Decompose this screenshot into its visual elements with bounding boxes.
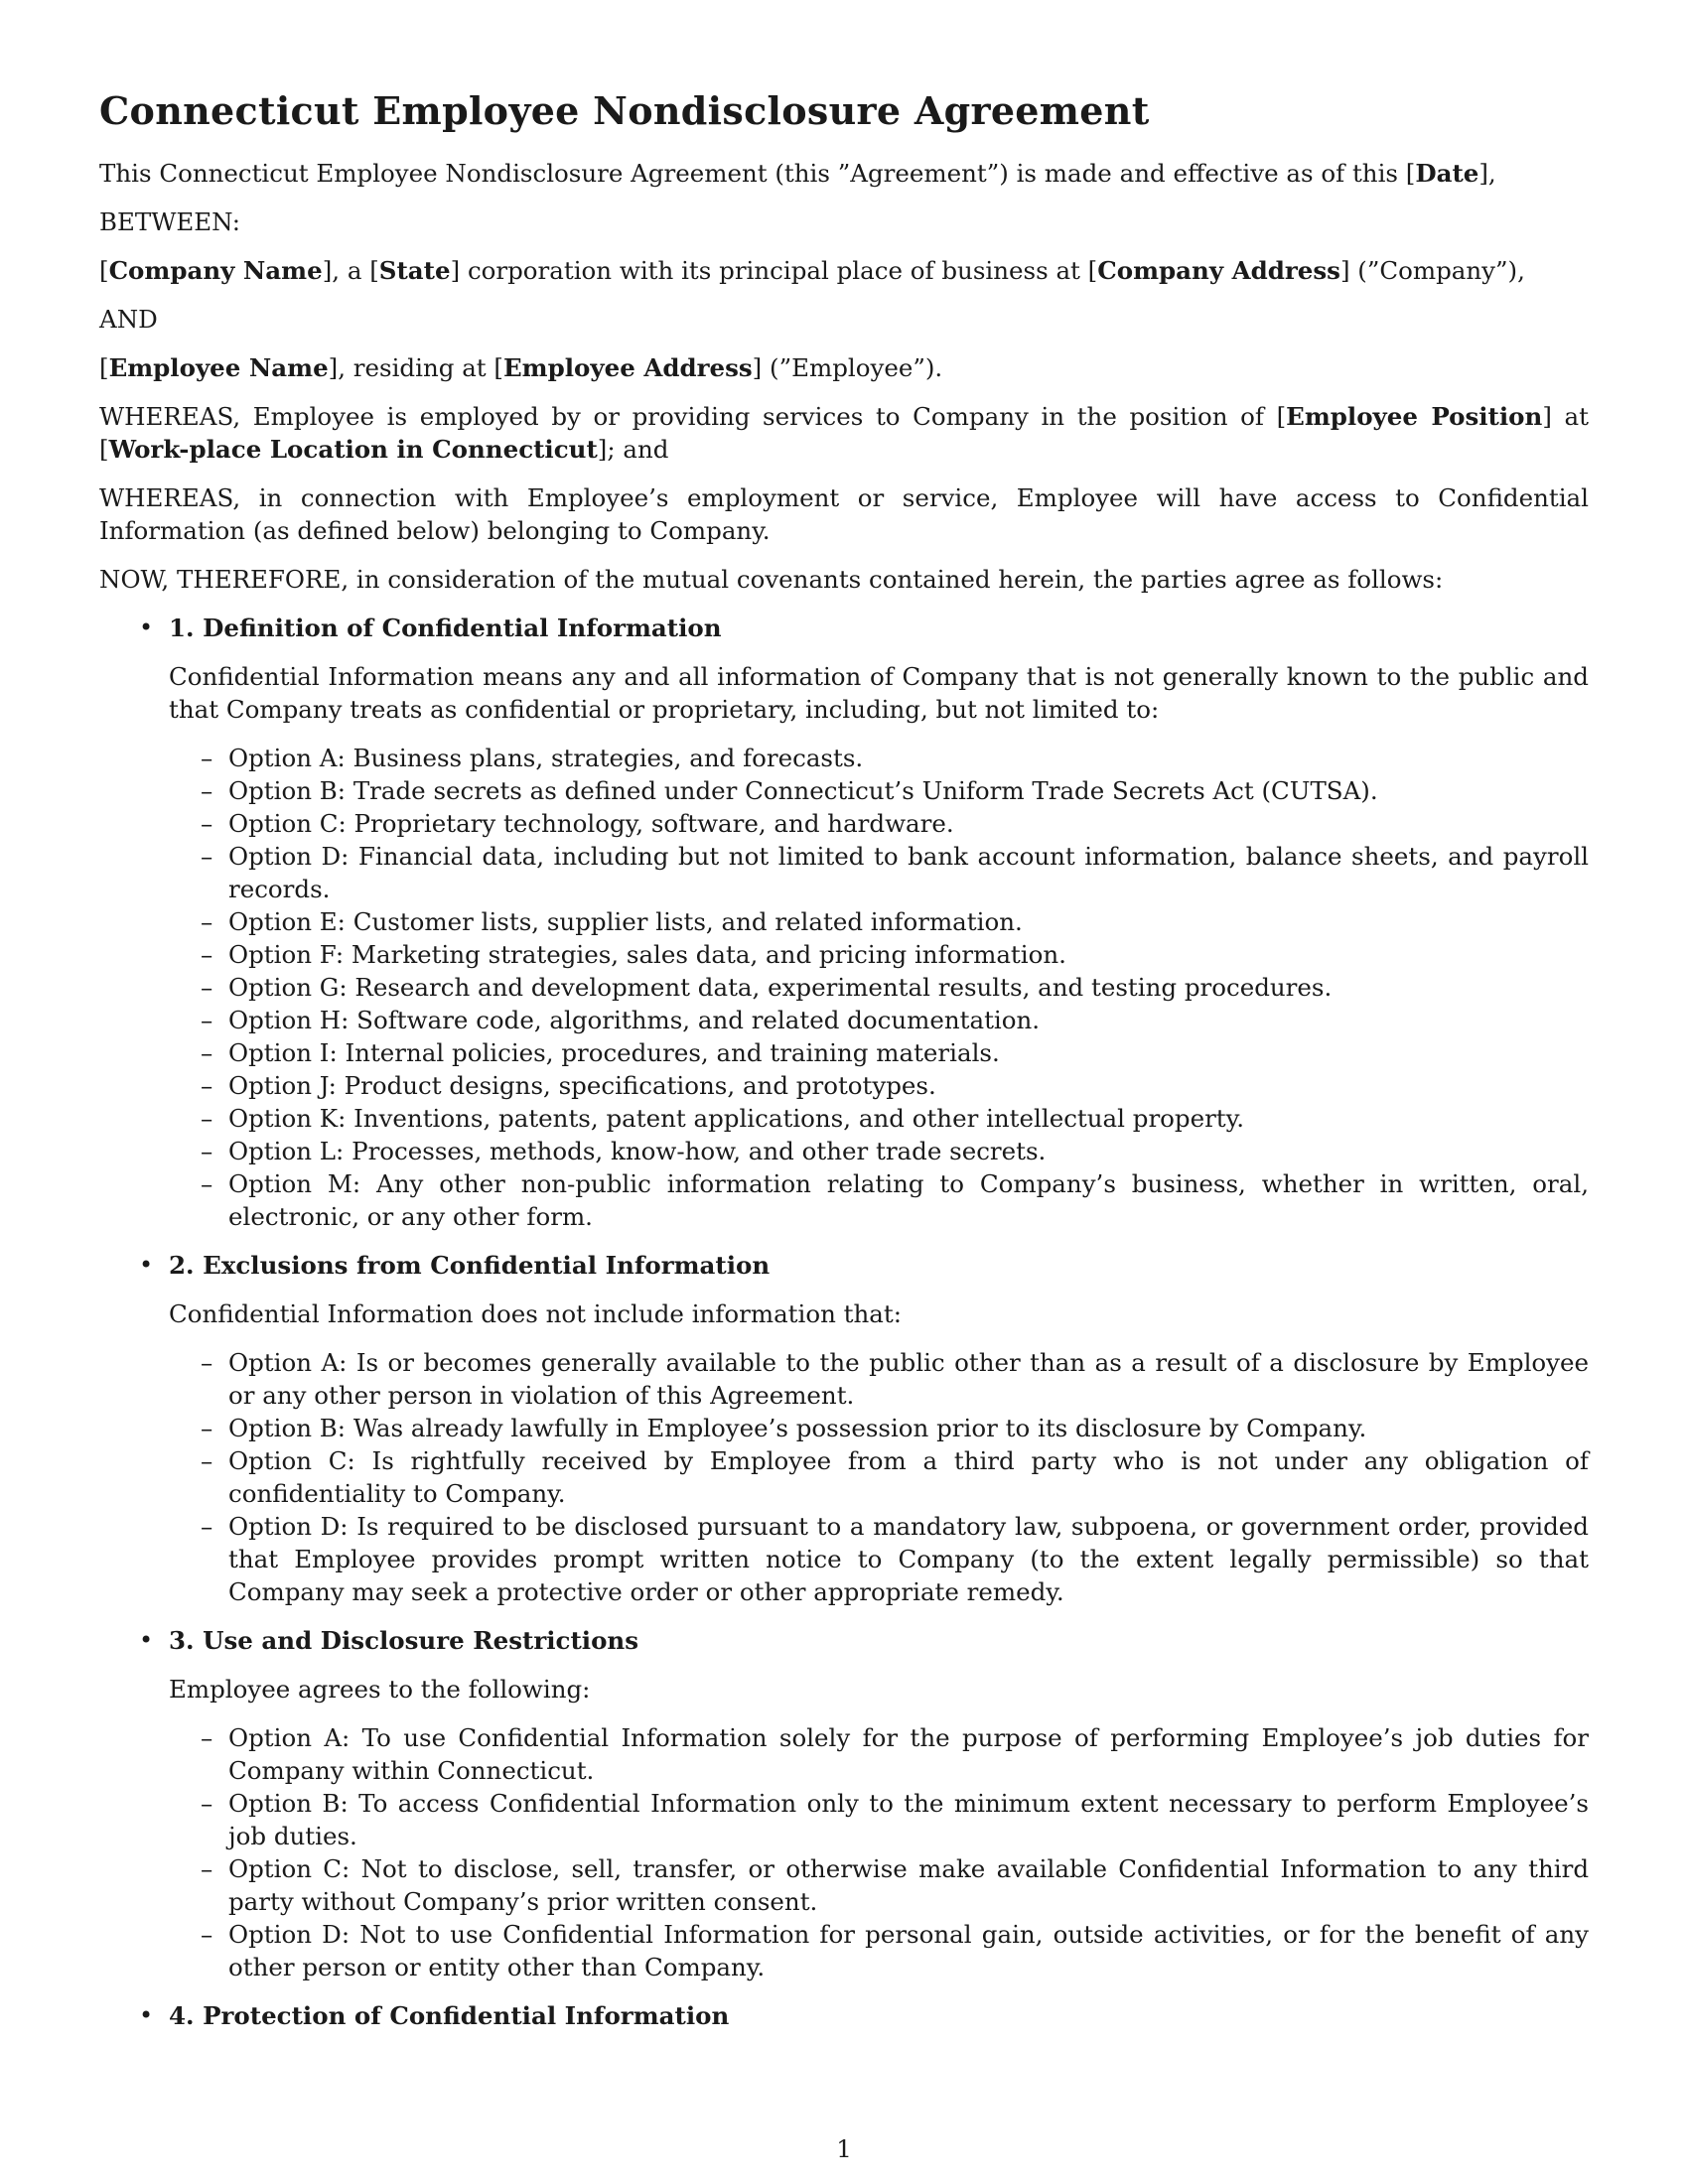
bracket: [ — [99, 353, 109, 382]
section-heading: • 4. Protection of Confidential Information — [169, 2001, 730, 2030]
option-item: – Option D: Financial data, including but not limited to bank account information, balance sheets, and payroll records. — [169, 840, 1589, 905]
option-item: – Option H: Software code, algorithms, and related documentation. — [169, 1004, 1589, 1036]
section-item — [99, 1249, 1589, 1608]
company-party-text: ] (”Company”), — [1339, 256, 1525, 285]
workplace-location-placeholder: Work-place Location in Connecticut — [108, 435, 598, 464]
intro-paragraph — [99, 157, 1589, 190]
option-item: – Option M: Any other non-public information relating to Company’s business, whether in written, oral, electronic, or any other form. — [169, 1167, 1589, 1233]
date-placeholder: Date — [1415, 159, 1479, 188]
option-item: – Option C: Proprietary technology, software, and hardware. — [169, 807, 1589, 840]
now-therefore-paragraph: NOW, THEREFORE, in consideration of the mutual covenants contained herein, the parties agree as follows: — [99, 565, 1444, 594]
intro-text-end: ], — [1478, 159, 1496, 188]
whereas-text: ]; and — [597, 435, 669, 464]
option-item: – Option F: Marketing strategies, sales data, and pricing information. — [169, 938, 1589, 971]
employee-position-placeholder: Employee Position — [1286, 402, 1543, 431]
sections-list — [99, 612, 1589, 2032]
between-label: BETWEEN: — [99, 207, 240, 236]
option-item: – Option L: Processes, methods, know-how, and other trade secrets. — [169, 1135, 1589, 1167]
option-item: – Option D: Is required to be disclosed pursuant to a mandatory law, subpoena, or government order, provided that Employee provides prompt written notice to Company (to the extent legally permissible) so that Company may seek a protective order or other appropriate remedy. — [169, 1510, 1589, 1608]
employee-party-paragraph — [99, 351, 1589, 384]
section-item — [99, 612, 1589, 1233]
state-placeholder: State — [378, 256, 451, 285]
employee-party-text: ] (”Employee”). — [752, 353, 943, 382]
option-item: – Option K: Inventions, patents, patent applications, and other intellectual property. — [169, 1102, 1589, 1135]
option-list — [169, 1346, 1589, 1608]
option-item: – Option G: Research and development data, experimental results, and testing procedures. — [169, 971, 1589, 1004]
whereas-text: ] at [ — [99, 402, 1589, 464]
option-item: – Option C: Not to disclose, sell, transfer, or otherwise make available Confidential Information to any third party without Company’s prior written consent. — [169, 1852, 1589, 1918]
option-list — [169, 742, 1589, 1233]
option-item: – Option A: Business plans, strategies, and forecasts. — [169, 742, 1589, 774]
and-label: AND — [99, 305, 158, 334]
employee-address-placeholder: Employee Address — [503, 353, 753, 382]
option-item: – Option B: To access Confidential Information only to the minimum extent necessary to perform Employee’s job duties. — [169, 1787, 1589, 1852]
section-intro: Employee agrees to the following: — [169, 1675, 591, 1704]
company-party-text: ], a [ — [322, 256, 379, 285]
section-intro: Confidential Information does not include information that: — [169, 1299, 903, 1328]
bracket: [ — [99, 256, 109, 285]
section-heading: • 1. Definition of Confidential Information — [169, 614, 722, 642]
section-item — [99, 1999, 1589, 2032]
whereas-paragraph-2: WHEREAS, in connection with Employee’s employment or service, Employee will have access to Confidential Information (as defined below) belonging to Company. — [99, 483, 1589, 545]
option-item: – Option D: Not to use Confidential Information for personal gain, outside activities, or for the benefit of any other person or entity other than Company. — [169, 1918, 1589, 1983]
document-page — [99, 79, 1589, 2048]
section-heading: • 3. Use and Disclosure Restrictions — [169, 1626, 639, 1655]
company-name-placeholder: Company Name — [108, 256, 323, 285]
section-item — [99, 1624, 1589, 1983]
option-item: – Option C: Is rightfully received by Employee from a third party who is not under any obligation of confidentiality to Company. — [169, 1444, 1589, 1510]
section-heading: • 2. Exclusions from Confidential Information — [169, 1251, 771, 1280]
option-item: – Option J: Product designs, specifications, and prototypes. — [169, 1069, 1589, 1102]
intro-text: This Connecticut Employee Nondisclosure Agreement (this ”Agreement”) is made and effective as of this [ — [99, 159, 1416, 188]
option-item: – Option A: To use Confidential Information solely for the purpose of performing Employee’s job duties for Company within Connecticut. — [169, 1721, 1589, 1787]
option-item: – Option B: Trade secrets as defined under Connecticut’s Uniform Trade Secrets Act (CUTSA). — [169, 774, 1589, 807]
section-intro: Confidential Information means any and all information of Company that is not generally known to the public and that Company treats as confidential or proprietary, including, but not limited to: — [169, 662, 1589, 724]
option-item: – Option A: Is or becomes generally available to the public other than as a result of a disclosure by Employee or any other person in violation of this Agreement. — [169, 1346, 1589, 1412]
option-item: – Option E: Customer lists, supplier lists, and related information. — [169, 905, 1589, 938]
document-title: Connecticut Employee Nondisclosure Agreement — [99, 88, 1150, 133]
page-number: 1 — [836, 2134, 852, 2163]
option-item: – Option B: Was already lawfully in Employee’s possession prior to its disclosure by Company. — [169, 1412, 1589, 1444]
company-party-paragraph — [99, 254, 1589, 287]
employee-name-placeholder: Employee Name — [108, 353, 329, 382]
company-address-placeholder: Company Address — [1097, 256, 1340, 285]
employee-party-text: ], residing at [ — [328, 353, 503, 382]
option-list — [169, 1721, 1589, 1983]
whereas-text: WHEREAS, Employee is employed by or providing services to Company in the position of [ — [99, 402, 1287, 431]
whereas-paragraph-1 — [99, 400, 1589, 466]
option-item: – Option I: Internal policies, procedures, and training materials. — [169, 1036, 1589, 1069]
company-party-text: ] corporation with its principal place of business at [ — [450, 256, 1098, 285]
